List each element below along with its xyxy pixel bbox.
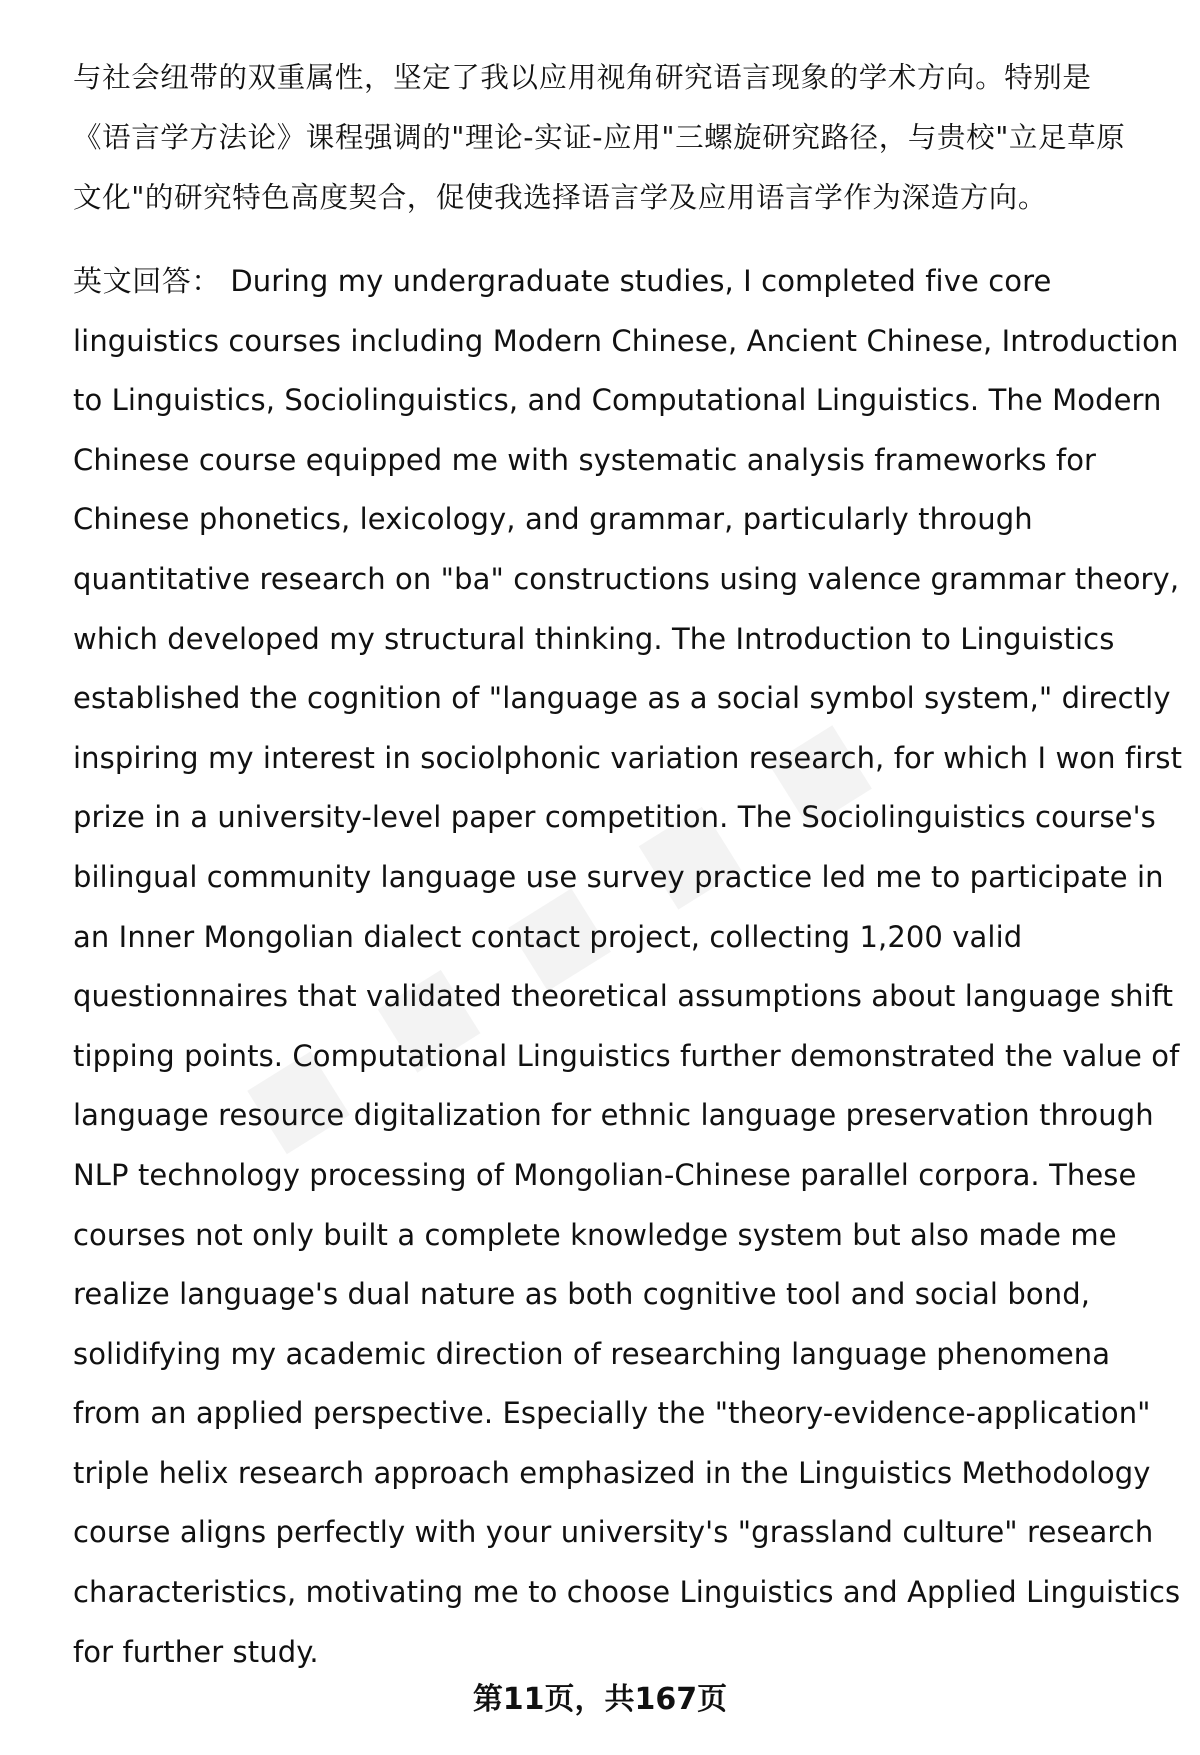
text-line: 文化"的研究特色高度契合，促使我选择语言学及应用语言学作为深造方向。 xyxy=(73,181,1048,214)
text-line: Chinese phonetics, lexicology, and grammar, particularly through xyxy=(73,502,1033,537)
english-paragraph xyxy=(73,252,1183,1682)
text-line: realize language's dual nature as both cognitive tool and social bond, xyxy=(73,1277,1091,1312)
text-line: bilingual community language use survey practice led me to participate in xyxy=(73,859,1164,894)
page-content xyxy=(73,48,1183,1682)
text-line: from an applied perspective. Especially the "theory-evidence-application" xyxy=(73,1396,1151,1431)
text-line: questionnaires that validated theoretical assumptions about language shift xyxy=(73,979,1174,1014)
page-number-footer: 第11页，共167页 xyxy=(472,1682,728,1717)
text-line: to Linguistics, Sociolinguistics, and Computational Linguistics. The Modern xyxy=(73,383,1162,418)
text-line: Chinese course equipped me with systematic analysis frameworks for xyxy=(73,442,1097,477)
text-line: established the cognition of "language as a social symbol system," directly xyxy=(73,681,1171,716)
text-line: for further study. xyxy=(73,1634,319,1669)
text-line: language resource digitalization for ethnic language preservation through xyxy=(73,1098,1154,1133)
text-line: courses not only built a complete knowledge system but also made me xyxy=(73,1217,1117,1252)
text-line: characteristics, motivating me to choose Linguistics and Applied Linguistics xyxy=(73,1575,1181,1610)
text-line-content: During my undergraduate studies, I completed five core xyxy=(221,264,1052,298)
text-line: quantitative research on "ba" constructions using valence grammar theory, xyxy=(73,561,1180,596)
chinese-paragraph xyxy=(73,48,1155,228)
text-line: tipping points. Computational Linguistics further demonstrated the value of xyxy=(73,1038,1180,1073)
text-line: 《语言学方法论》课程强调的"理论-实证-应用"三螺旋研究路径，与贵校"立足草原 xyxy=(73,121,1126,154)
text-line: NLP technology processing of Mongolian-Chinese parallel corpora. These xyxy=(73,1157,1137,1192)
answer-label: 英文回答： xyxy=(73,264,222,298)
text-line xyxy=(73,252,1155,312)
text-line: course aligns perfectly with your university's "grassland culture" research xyxy=(73,1515,1154,1550)
text-line: triple helix research approach emphasized in the Linguistics Methodology xyxy=(73,1455,1151,1490)
text-line: an Inner Mongolian dialect contact project, collecting 1,200 valid xyxy=(73,919,1023,954)
text-line: 与社会纽带的双重属性，坚定了我以应用视角研究语言现象的学术方向。特别是 xyxy=(73,61,1092,94)
text-line: prize in a university-level paper competition. The Sociolinguistics course's xyxy=(73,800,1156,835)
text-line: inspiring my interest in sociolphonic variation research, for which I won first xyxy=(73,740,1183,775)
text-line: solidifying my academic direction of researching language phenomena xyxy=(73,1336,1111,1371)
text-line: which developed my structural thinking. The Introduction to Linguistics xyxy=(73,621,1115,656)
text-line: linguistics courses including Modern Chinese, Ancient Chinese, Introduction xyxy=(73,323,1179,358)
